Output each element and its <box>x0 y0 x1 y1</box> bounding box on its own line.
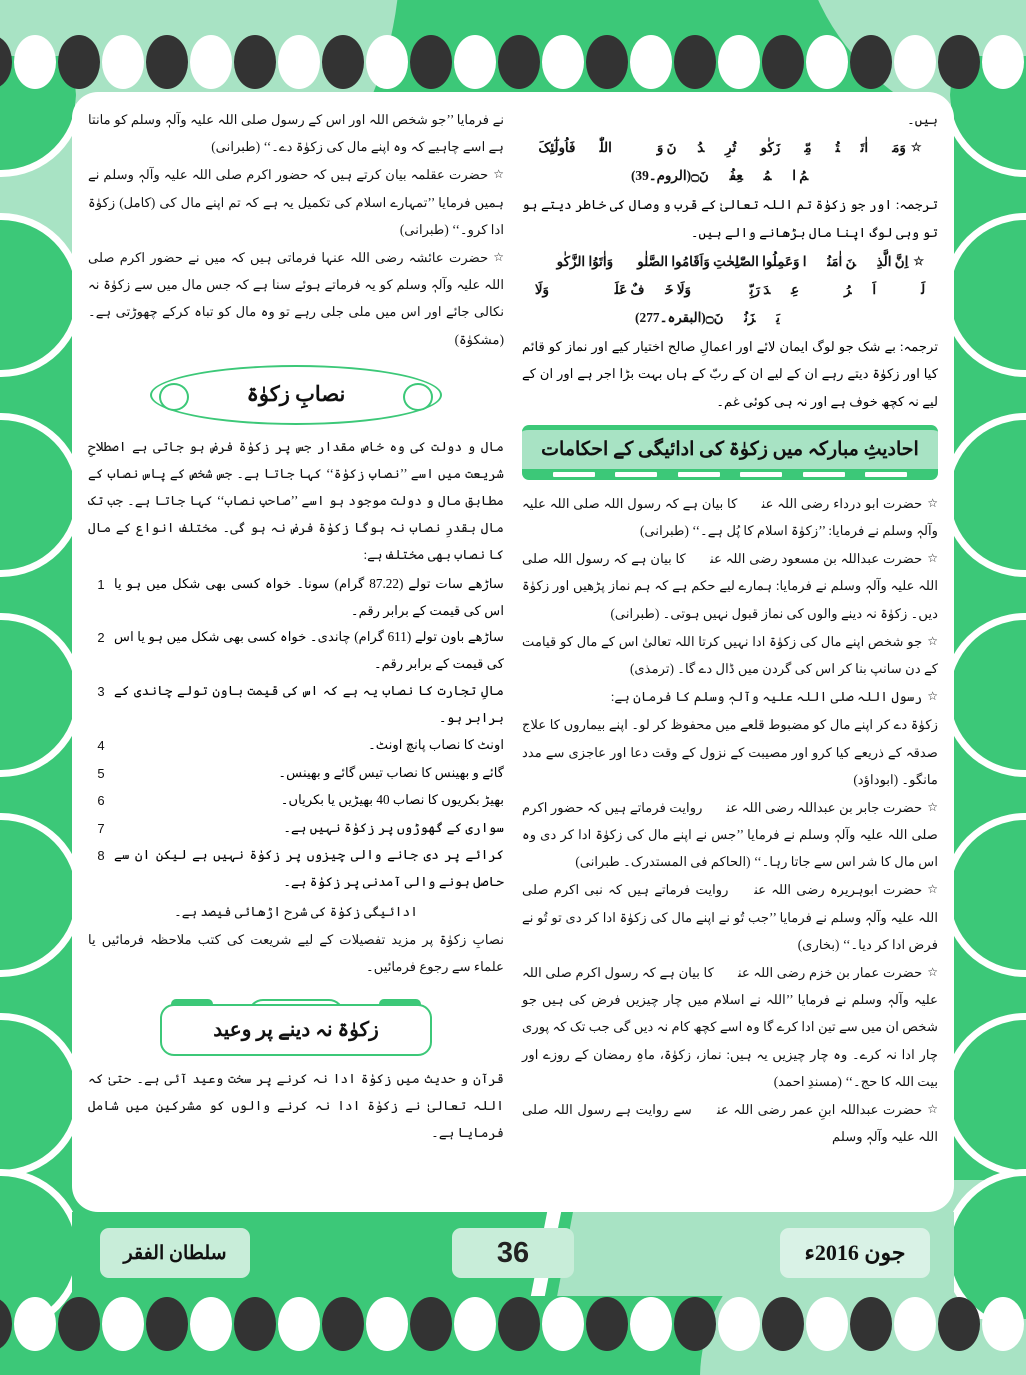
star-bullet-icon: ☆ <box>927 689 938 704</box>
border-dot <box>278 35 320 89</box>
hadith-text: حضرت عبداللہ ابنِ عمر رضی اللہ عنہٗ سے روایت ہے رسول اللہ صلی اللہ علیہ وآلہٖ وسلم <box>522 1101 938 1145</box>
border-dot <box>190 1297 232 1351</box>
border-dot <box>0 1297 12 1351</box>
hadith-item <box>522 959 938 1095</box>
heading-text: زکوٰۃ نہ دینے پر وعید <box>213 1019 379 1042</box>
hadith-text: حضرت عبداللہ بن مسعود رضی اللہ عنہٗ کا بیان ہے کہ رسول اللہ صلی اللہ علیہ وآلہٖ وسلم نے فرمایا: ہمارے لیے حکم ہے کہ ہم نماز پڑھیں اور زکوٰۃ دیں۔ زکوٰۃ نہ دینے والوں کی نماز قبول نہیں ہوتی۔ (طبرانی) <box>522 551 938 621</box>
list-item-text: اونٹ کا نصاب پانچ اونٹ۔ <box>368 737 504 753</box>
border-dot <box>806 35 848 89</box>
column-left <box>88 106 504 1204</box>
border-dot <box>938 35 980 89</box>
border-dot <box>102 35 144 89</box>
paragraph-text: حضرت عقلمہ بیان کرتے ہیں کہ حضور اکرم صلی اللہ علیہ وآلہٖ وسلم نے ہمیں فرمایا ’’تمہارے اسلام کی تکمیل یہ ہے کہ تم اپنے مال کی (کامل) زکوٰۃ ادا کرو۔‘‘ (طبرانی) <box>88 167 504 237</box>
border-dot <box>322 35 364 89</box>
border-dot <box>146 1297 188 1351</box>
heading-banner-body <box>522 425 938 469</box>
list-item <box>88 815 504 843</box>
quran-translation-2 <box>522 333 938 415</box>
list-item-text: ساڑھے باون تولے (611 گرام) چاندی۔ خواہ کسی بھی شکل میں ہو یا اس کی قیمت کے برابر رقم۔ <box>114 629 504 672</box>
border-dot <box>410 1297 452 1351</box>
dot-strip-bottom <box>0 1296 1026 1352</box>
zakat-rate-note: ادائیگی زکوٰۃ کی شرح اڑھائی فیصد ہے۔ <box>174 904 418 920</box>
translation-label: ترجمہ: <box>899 339 939 355</box>
border-dot <box>234 1297 276 1351</box>
heading-banner-feet <box>522 469 938 480</box>
border-dot <box>982 35 1024 89</box>
hadith-text: حضرت عمار بن خزم رضی اللہ عنہٗ کا بیان ہے کہ رسول اکرم صلی اللہ علیہ وآلہٖ وسلم نے فرمایا ’’اللہ نے اسلام میں چار چیزیں فرض کی ہیں جو شخص ان میں سے تین ادا کرے گا وہ اسے کچھ کام نہ دیں گی جب تک کہ پوری چار ادا نہ کرے۔ وہ چار چیزیں یہ ہیں: نماز، زکوٰۃ، ماہِ رمضان کے روزے اور بیت اللہ کا حج۔‘‘ (مسندِ احمد) <box>522 965 938 1089</box>
reference-note: نصابِ زکوٰۃ پر مزید تفصیلات کے لیے شریعت کی کتب ملاحظہ فرمائیں یا علماء سے رجوع فرمائیں۔ <box>88 932 504 975</box>
list-item-number: 4 <box>97 738 105 754</box>
paragraph-text: حضرت عائشہ رضی اللہ عنہا فرماتی ہیں کہ میں نے حضور اکرم صلی اللہ علیہ وآلہٖ وسلم کو یہ فرماتے ہوئے سنا ہے کہ جس مال میں سے زکوٰۃ نہ نکالی جائے اور اس میں ملی جلی رہے تو وہ مال کو تباہ کرکے چھوڑتی ہے۔ (مشکوٰۃ) <box>88 249 504 347</box>
border-dot <box>674 1297 716 1351</box>
border-dot <box>322 1297 364 1351</box>
hadith-item <box>522 683 938 710</box>
star-bullet-icon: ☆ <box>927 799 938 814</box>
list-item-number: 3 <box>97 684 105 700</box>
list-item <box>88 624 504 678</box>
heading-left-circle-icon <box>159 383 189 411</box>
hadith-text: زکوٰۃ دے کر اپنے مال کو مضبوط قلعے میں محفوظ کر لو۔ اپنے بیماروں کا علاج صدقہ کے ذریعے کیا کرو اور مصیبت کے نزول کے وقت دعا اور عاجزی سے مدد مانگو۔ (ابوداؤد) <box>522 717 938 787</box>
border-dot <box>850 1297 892 1351</box>
opening-paragraph <box>88 244 504 353</box>
star-bullet-icon: ☆ <box>927 965 938 980</box>
paragraph-text: نے فرمایا ’’جو شخص اللہ اور اس کے رسول صلی اللہ علیہ وآلہٖ وسلم کو مانتا ہے اسے چاہیے کہ وہ اپنے مال کی زکوٰۃ دے۔‘‘ (طبرانی) <box>88 112 504 155</box>
list-item-number: 1 <box>97 576 105 592</box>
quran-translation-1 <box>522 191 938 245</box>
hadith-text: رسول اللہ صلی اللہ علیہ وآلہٖ وسلم کا فرمان ہے: <box>610 689 923 705</box>
border-dot <box>58 35 100 89</box>
list-item-text: کرائے پر دی جانے والی چیزوں پر زکوٰۃ نہیں ہے لیکن ان سے حاصل ہونے والی آمدنی پر زکوٰۃ ہے۔ <box>114 847 504 890</box>
border-dot <box>542 35 584 89</box>
issue-date: جون 2016ء <box>804 1240 906 1265</box>
border-dot <box>938 1297 980 1351</box>
hadith-text: حضرت جابر بن عبداللہ رضی اللہ عنہٗ روایت فرماتے ہیں کہ حضور اکرم صلی اللہ علیہ وآلہٖ وسلم نے فرمایا ’’جس نے اپنے مال کی زکوٰۃ ادا کر دی وہ اس مال کا شر اس سے جاتا رہا۔‘‘ (الحاکم فی المستدرک۔ طبرانی) <box>522 799 938 870</box>
hadith-item <box>522 711 938 793</box>
hadith-item <box>522 794 938 876</box>
border-dot <box>894 35 936 89</box>
dot-strip-top <box>0 34 1026 90</box>
border-dot <box>762 1297 804 1351</box>
border-dot <box>366 1297 408 1351</box>
magazine-logo-chip <box>100 1228 250 1278</box>
heading-text: احادیثِ مبارکہ میں زکوٰۃ کی ادائیگی کے احکامات <box>541 438 919 460</box>
border-dot <box>630 1297 672 1351</box>
border-dot <box>498 1297 540 1351</box>
border-dot <box>102 1297 144 1351</box>
hadith-item <box>522 1096 938 1150</box>
list-item-number: 5 <box>97 765 105 781</box>
list-item-number: 7 <box>97 820 105 836</box>
section-heading-waeed <box>88 995 504 1057</box>
border-dot <box>146 35 188 89</box>
border-dot <box>542 1297 584 1351</box>
border-dot <box>454 1297 496 1351</box>
content-card <box>72 92 954 1212</box>
heading-box-frame <box>160 1004 432 1056</box>
nisab-intro: مال و دولت کی وہ خاص مقدار جس پر زکوٰۃ فرض ہو جاتی ہے اصطلاحِ شریعت میں اسے ’’نصابِ زکوٰۃ‘‘ کہا جاتا ہے۔ جس شخص کے پاس نصاب کے مطابق مال و دولت موجود ہو اسے ’’صاحبِ نصاب‘‘ کہا جاتا ہے۔ جب تک مال بقدرِ نصاب نہ ہوگا زکوٰۃ فرض نہ ہو گی۔ مختلف انواع کے مال کا نصاب بھی مختلف ہے: <box>88 438 504 563</box>
translation-text: بے شک جو لوگ ایمان لائے اور اعمالِ صالح اختیار کیے اور نماز کو قائم کیا اور زکوٰۃ دیتے رہے ان کے لیے ان کے ربّ کے ہاں بہت بڑا اجر ہے اور ان کے لیے نہ کچھ خوف ہے اور نہ ہی کوئی غم۔ <box>522 339 938 409</box>
border-dot <box>850 35 892 89</box>
opening-paragraph <box>88 161 504 243</box>
star-bullet-icon: ☆ <box>927 633 938 648</box>
hadith-text: حضرت ابوہریرہ رضی اللہ عنہٗ روایت فرماتے ہیں کہ نبی اکرم صلی اللہ علیہ وآلہٖ وسلم نے فرمایا ’’جب تُو نے اپنے مال کی زکوٰۃ ادا کر دی تو تُو نے فرض ادا کر دیا۔‘‘ (بخاری) <box>522 882 938 952</box>
hadith-item <box>522 876 938 958</box>
border-dot <box>190 35 232 89</box>
heading-oval-frame <box>150 365 442 425</box>
border-dot <box>586 35 628 89</box>
translation-text: اور جو زکوٰۃ تم اللہ تعالیٰ کے قرب و وصال کی خاطر دیتے ہو تو وہی لوگ اپنا مال بڑھانے والے ہیں۔ <box>522 197 938 240</box>
star-bullet-icon: ☆ <box>927 882 938 897</box>
star-bullet-icon: ☆ <box>913 253 925 268</box>
border-dot <box>58 1297 100 1351</box>
verse-citation: (الروم۔39) <box>630 168 692 184</box>
list-item-number: 6 <box>97 793 105 809</box>
text-columns <box>72 92 954 1212</box>
border-dot <box>498 35 540 89</box>
list-item-text: گائے و بھینس کا نصاب تیس گائے و بھینس۔ <box>278 764 504 780</box>
magazine-logo: سلطان الفقر <box>123 1242 227 1264</box>
star-bullet-icon: ☆ <box>493 167 504 182</box>
quran-verse-1 <box>522 134 938 190</box>
heading-text: نصابِ زکوٰۃ <box>246 382 346 407</box>
column-right <box>522 106 938 1204</box>
translation-label: ترجمہ: <box>895 197 938 213</box>
border-dot <box>0 35 12 89</box>
list-item <box>88 732 504 760</box>
heading-right-circle-icon <box>403 383 433 411</box>
border-dot <box>894 1297 936 1351</box>
hadith-text: جو شخص اپنے مال کی زکوٰۃ ادا نہیں کرتا اللہ تعالیٰ اس کے مال کو قیامت کے دن سانپ بنا کر اس کی گردن میں ڈال دے گا۔ (ترمذی) <box>522 633 938 676</box>
list-item <box>88 571 504 625</box>
list-item <box>88 760 504 788</box>
page-footer <box>72 1212 954 1296</box>
quran-verse-2 <box>522 248 938 332</box>
list-item-number: 8 <box>97 848 105 864</box>
continued-text: ہیں۔ <box>907 112 938 127</box>
border-dot <box>718 1297 760 1351</box>
border-dot <box>14 35 56 89</box>
verse-arabic: اِنَّ الَّذِیۡنَ اٰمَنُوۡا وَعَمِلُوا الصّٰلِحٰتِ وَاَقَامُوا الصَّلٰوۃَ وَاٰتَوُا الزَّکٰوۃَ لَہُمۡ اَجۡرُہُمۡ عِنۡدَ رَبِّہِمۡ ۚ وَلَا خَوۡفٌ عَلَیۡہِمۡ وَلَا ہُمۡ یَحۡزَنُوۡنَ۝ <box>534 253 926 326</box>
list-item-text: بھیڑ بکریوں کا نصاب 40 بھیڑیں یا بکریاں۔ <box>280 792 504 808</box>
hadith-text: حضرت ابو درداء رضی اللہ عنہٗ کا بیان ہے کہ رسول اللہ صلی اللہ علیہ وآلہٖ وسلم نے فرمایا: ’’زکوٰۃ اسلام کا پُل ہے۔‘‘ (طبرانی) <box>522 495 938 539</box>
star-bullet-icon: ☆ <box>927 551 938 566</box>
border-dot <box>630 35 672 89</box>
star-bullet-icon: ☆ <box>493 249 504 264</box>
hadith-item <box>522 545 938 627</box>
border-dot <box>982 1297 1024 1351</box>
opening-paragraph <box>88 106 504 160</box>
border-dot <box>278 1297 320 1351</box>
verse-arabic: وَمَاۤ اٰتَیۡتُمۡ مِّنۡ زَکٰوۃٍ تُرِیۡدُوۡنَ وَجۡہَ اللّٰہِ فَاُولٰٓئِکَ ہُمُ الۡمُضۡعِفُوۡنَ۝ <box>538 140 906 184</box>
border-arcs-right <box>950 56 1026 1319</box>
border-dot <box>674 35 716 89</box>
list-item <box>88 842 504 896</box>
border-arcs-left <box>0 56 76 1319</box>
list-item <box>88 678 504 732</box>
nisab-list <box>88 571 504 896</box>
section-heading-nisab <box>88 365 504 425</box>
page-number: 36 <box>496 1236 530 1269</box>
list-item-number: 2 <box>97 630 105 646</box>
verse-citation: (البقرہ۔277) <box>635 310 706 326</box>
border-dot <box>366 35 408 89</box>
star-bullet-icon: ☆ <box>927 495 938 510</box>
border-dot <box>762 35 804 89</box>
star-bullet-icon: ☆ <box>910 140 922 155</box>
border-dot <box>454 35 496 89</box>
list-item-text: ساڑھے سات تولے (87.22 گرام) سونا۔ خواہ کسی بھی شکل میں ہو یا اس کی قیمت کے برابر رقم۔ <box>114 575 504 618</box>
section-heading-hadith <box>522 425 938 480</box>
border-dot <box>586 1297 628 1351</box>
page-number-chip <box>452 1228 574 1278</box>
border-dot <box>410 35 452 89</box>
star-bullet-icon: ☆ <box>927 1101 938 1116</box>
list-item <box>88 787 504 815</box>
border-dot <box>234 35 276 89</box>
list-item-text: مالِ تجارت کا نصاب یہ ہے کہ اس کی قیمت باون تولے چاندی کے برابر ہو۔ <box>114 683 504 726</box>
issue-date-chip <box>780 1228 930 1278</box>
waeed-paragraph: قرآن و حدیث میں زکوٰۃ ادا نہ کرنے پر سخت وعید آئی ہے۔ حتیٰ کہ اللہ تعالیٰ نے زکوٰۃ ادا نہ کرنے والوں کو مشرکین میں شامل فرمایا ہے۔ <box>88 1070 504 1140</box>
hadith-item <box>522 490 938 544</box>
border-dot <box>718 35 760 89</box>
border-dot <box>14 1297 56 1351</box>
border-dot <box>806 1297 848 1351</box>
hadith-item <box>522 628 938 682</box>
list-item-text: سواری کے گھوڑوں پر زکوٰۃ نہیں ہے۔ <box>283 819 504 835</box>
